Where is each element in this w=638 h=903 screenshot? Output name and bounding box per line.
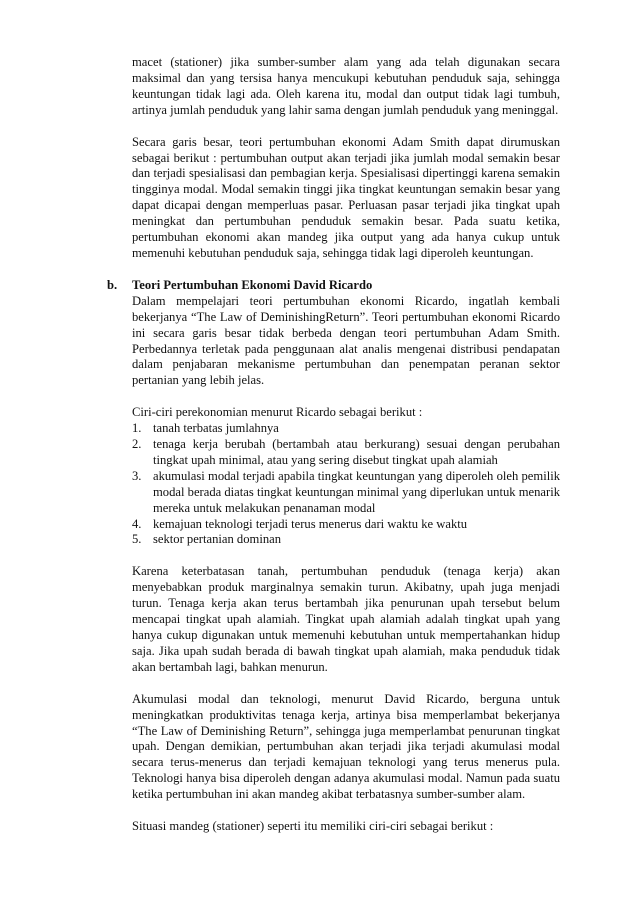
list-text: tanah terbatas jumlahnya (153, 421, 279, 436)
section-heading: Teori Pertumbuhan Ekonomi David Ricardo (132, 277, 373, 292)
section-b (107, 277, 560, 835)
list-number: 4. (132, 516, 142, 531)
list-item (132, 532, 560, 548)
list-text: kemajuan teknologi terjadi terus menerus dari waktu ke waktu (153, 516, 468, 531)
list-intro: Ciri-ciri perekonomian menurut Ricardo sebagai berikut : (132, 405, 423, 420)
list-text: akumulasi modal terjadi apabila tingkat keuntungan yang diperoleh oleh pemilik modal berada diatas tingkat keuntungan minimal yang diperlukan untuk menarik mereka untuk melakukan penanaman modal (153, 468, 560, 515)
list-number: 3. (132, 468, 142, 483)
list-text: sektor pertanian dominan (153, 532, 281, 547)
list-item (132, 517, 560, 533)
list-item (132, 437, 560, 469)
paragraph-adam-smith-summary: Secara garis besar, teori pertumbuhan ekonomi Adam Smith dapat dirumuskan sebagai berikut : pertumbuhan output akan terjadi jika jumlah modal semakin besar dan terjadi spesialisasi dan pembagian kerja. Spesialisasi dipertinggi karena semakin tingginya modal. Modal semakin tinggi jika tingkat keuntungan semakin besar yang dapat dicapai dengan memperluas pasar. Perluasan pasar terjadi jika tingkat upah meningkat dan pertumbuhan penduduk semakin besar. Pada suatu ketika, pertumbuhan ekonomi akan mandeg jika output yang ada hanya cukup untuk memenuhi kebutuhan penduduk saja, sehingga tidak lagi diperoleh keuntungan. (132, 134, 560, 260)
paragraph-ricardo-intro: Dalam mempelajari teori pertumbuhan ekonomi Ricardo, ingatlah kembali bekerjanya “The Law of DeminishingReturn”. Teori pertumbuhan ekonomi Ricardo ini secara garis besar tidak berbeda dengan teori pertumbuhan Adam Smith. Perbedannya terletak pada penggunaan alat analis mengenai distribusi pendapatan dalam penjabaran mekanisme pertumbuhan dan penempatan peranan sektor pertanian yang lebih jelas. (132, 293, 560, 388)
paragraph-akumulasi: Akumulasi modal dan teknologi, menurut David Ricardo, berguna untuk meningkatkan produktivitas tenaga kerja, artinya bisa memperlambat bekerjanya “The Law of Deminishing Return”, sehingga juga memperlambat penurunan tingkat upah. Dengan demikian, pertumbuhan akan terjadi jika terjadi akumulasi modal secara terus-menerus dan terjadi kemajuan teknologi yang terus menerus pula. Teknologi hanya bisa diperoleh dengan adanya akumulasi modal. Namun pada suatu ketika pertumbuhan ini akan mandeg akibat terbatasnya sumber-sumber alam. (132, 691, 560, 802)
list-number: 1. (132, 421, 142, 436)
section-marker: b. (107, 277, 118, 292)
list-number: 2. (132, 437, 142, 452)
list-number: 5. (132, 532, 142, 547)
paragraph-karena: Karena keterbatasan tanah, pertumbuhan penduduk (tenaga kerja) akan menyebabkan produk marginalnya semakin turun. Akibatny, upah juga menjadi turun. Tenaga kerja akan terus bertambah jika penurunan upah tersebut belum mencapai tingkat upah alamiah. Tingkat upah alamiah adalah tingkat upah yang hanya cukup digunakan untuk memenuhi kebutuhan untuk mempertahankan hidup saja. Jika upah sudah berada di bawah tingkat upah alamiah, maka penduduk tidak akan bertambah lagi, bahkan menurun. (132, 564, 560, 674)
characteristics-list (132, 421, 560, 548)
paragraph-macet: macet (stationer) jika sumber-sumber alam yang ada telah digunakan secara maksimal dan yang tersisa hanya mencukupi kebutuhan penduduk saja, sehingga keuntungan tidak lagi ada. Oleh karena itu, modal dan output tidak lagi tumbuh, artinya jumlah penduduk yang lahir sama dengan jumlah penduduk yang meninggal. (132, 55, 560, 117)
list-text: tenaga kerja berubah (bertambah atau berkurang) sesuai dengan perubahan tingkat upah minimal, atau yang sering disebut tingkat upah alamiah (153, 437, 560, 467)
list-item (132, 421, 560, 437)
paragraph-situasi: Situasi mandeg (stationer) seperti itu memiliki ciri-ciri sebagai berikut : (132, 819, 494, 834)
list-item (132, 469, 560, 517)
